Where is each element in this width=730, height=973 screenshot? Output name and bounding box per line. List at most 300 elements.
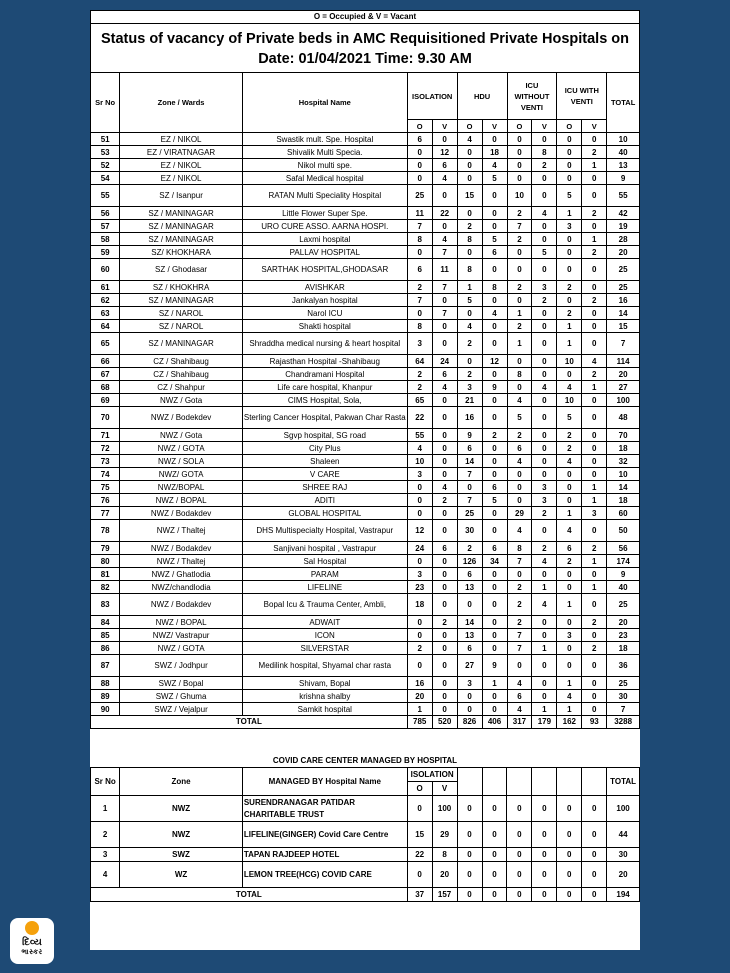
row-icuv-v: 2 <box>582 642 607 655</box>
row-sr: 56 <box>91 207 120 220</box>
ccc-row-c5: 0 <box>507 848 532 862</box>
row-hospital: SARTHAK HOSPITAL,GHODASAR <box>242 259 407 281</box>
row-hdu-v: 0 <box>482 616 507 629</box>
row-total: 16 <box>607 294 640 307</box>
row-iso-v: 0 <box>432 429 457 442</box>
row-icuv-o: 10 <box>557 355 582 368</box>
ccc-row-name: LIFELINE(GINGER) Covid Care Centre <box>242 822 407 848</box>
row-iso-o: 4 <box>407 442 432 455</box>
row-total: 20 <box>607 616 640 629</box>
row-total: 27 <box>607 381 640 394</box>
row-sr: 90 <box>91 703 120 716</box>
row-hospital: ICON <box>242 629 407 642</box>
row-sr: 55 <box>91 185 120 207</box>
row-iso-v: 4 <box>432 233 457 246</box>
row-iso-v: 0 <box>432 185 457 207</box>
total-icu-v: 179 <box>532 716 557 729</box>
ccc-col-blank <box>482 768 507 796</box>
table-row <box>91 677 640 690</box>
row-sr: 60 <box>91 259 120 281</box>
row-icuv-v: 0 <box>582 259 607 281</box>
table-row <box>91 407 640 429</box>
row-icuv-o: 1 <box>557 320 582 333</box>
table-row <box>91 642 640 655</box>
row-hdu-o: 7 <box>457 468 482 481</box>
ccc-row-c8: 0 <box>582 862 607 888</box>
ccc-row-zone: NWZ <box>120 822 243 848</box>
row-total: 14 <box>607 307 640 320</box>
row-total: 10 <box>607 133 640 146</box>
row-iso-o: 0 <box>407 494 432 507</box>
row-hdu-o: 4 <box>457 133 482 146</box>
row-icuv-o: 2 <box>557 429 582 442</box>
row-hdu-o: 21 <box>457 394 482 407</box>
ccc-row-c7: 0 <box>557 796 582 822</box>
row-icu-v: 4 <box>532 207 557 220</box>
table-row <box>91 520 640 542</box>
ccc-row-name: SURENDRANAGAR PATIDAR CHARITABLE TRUST <box>242 796 407 822</box>
row-hdu-v: 0 <box>482 581 507 594</box>
row-zone: SZ / KHOKHRA <box>120 281 243 294</box>
title-line-2: Date: 01/04/2021 Time: 9.30 AM <box>258 51 472 67</box>
row-zone: SWZ / Ghuma <box>120 690 243 703</box>
row-sr: 54 <box>91 172 120 185</box>
row-icu-o: 29 <box>507 507 532 520</box>
row-total: 70 <box>607 429 640 442</box>
row-zone: NWZ/ Vastrapur <box>120 629 243 642</box>
ccc-row-c6: 0 <box>532 848 557 862</box>
row-total: 18 <box>607 442 640 455</box>
row-icu-v: 2 <box>532 507 557 520</box>
row-iso-o: 2 <box>407 381 432 394</box>
row-hospital: SILVERSTAR <box>242 642 407 655</box>
row-hdu-v: 18 <box>482 146 507 159</box>
row-sr: 73 <box>91 455 120 468</box>
row-icu-o: 4 <box>507 455 532 468</box>
row-icuv-o: 0 <box>557 616 582 629</box>
row-zone: CZ / Shahpur <box>120 381 243 394</box>
row-icuv-v: 1 <box>582 494 607 507</box>
row-iso-v: 0 <box>432 407 457 429</box>
col-o: O <box>557 120 582 133</box>
table-row <box>91 507 640 520</box>
row-iso-o: 7 <box>407 294 432 307</box>
row-icu-o: 7 <box>507 220 532 233</box>
row-hdu-o: 16 <box>457 407 482 429</box>
row-icu-v: 0 <box>532 185 557 207</box>
row-zone: SWZ / Jodhpur <box>120 655 243 677</box>
row-iso-o: 0 <box>407 159 432 172</box>
row-hdu-o: 14 <box>457 616 482 629</box>
row-total: 23 <box>607 629 640 642</box>
row-icuv-v: 1 <box>582 159 607 172</box>
row-hdu-v: 6 <box>482 481 507 494</box>
row-hdu-v: 0 <box>482 690 507 703</box>
row-hdu-o: 0 <box>457 207 482 220</box>
row-hdu-v: 0 <box>482 294 507 307</box>
row-iso-o: 3 <box>407 468 432 481</box>
total-iso-v: 520 <box>432 716 457 729</box>
row-icu-v: 4 <box>532 594 557 616</box>
row-hdu-v: 6 <box>482 246 507 259</box>
row-iso-o: 3 <box>407 333 432 355</box>
row-sr: 80 <box>91 555 120 568</box>
row-iso-v: 0 <box>432 320 457 333</box>
row-icu-o: 0 <box>507 568 532 581</box>
ccc-row-c4: 0 <box>482 862 507 888</box>
row-icu-v: 0 <box>532 629 557 642</box>
row-icuv-v: 3 <box>582 507 607 520</box>
ccc-total-c3: 0 <box>457 888 482 902</box>
row-icuv-v: 0 <box>582 594 607 616</box>
row-zone: NWZ / Bodakdev <box>120 542 243 555</box>
row-hdu-v: 0 <box>482 642 507 655</box>
row-icu-o: 4 <box>507 703 532 716</box>
row-hdu-o: 2 <box>457 368 482 381</box>
row-icuv-v: 0 <box>582 455 607 468</box>
row-icu-v: 4 <box>532 555 557 568</box>
row-hdu-v: 0 <box>482 394 507 407</box>
row-hospital: Safal Medical hospital <box>242 172 407 185</box>
col-total: TOTAL <box>607 73 640 133</box>
row-icuv-o: 0 <box>557 172 582 185</box>
row-icu-o: 7 <box>507 629 532 642</box>
ccc-col-zone: Zone <box>120 768 243 796</box>
total-label: TOTAL <box>91 716 408 729</box>
row-hdu-o: 1 <box>457 281 482 294</box>
row-hospital: AVISHKAR <box>242 281 407 294</box>
row-icuv-o: 0 <box>557 259 582 281</box>
row-icu-v: 0 <box>532 677 557 690</box>
row-zone: EZ / NIKOL <box>120 172 243 185</box>
row-total: 13 <box>607 159 640 172</box>
row-iso-v: 24 <box>432 355 457 368</box>
row-zone: NWZ / BOPAL <box>120 616 243 629</box>
row-hdu-v: 0 <box>482 407 507 429</box>
ccc-row-c5: 0 <box>507 862 532 888</box>
row-icu-o: 2 <box>507 281 532 294</box>
row-icuv-v: 4 <box>582 355 607 368</box>
row-iso-o: 0 <box>407 246 432 259</box>
row-hospital: Rajasthan Hospital -Shahibaug <box>242 355 407 368</box>
ccc-row-c5: 0 <box>507 796 532 822</box>
hospital-rows <box>91 133 640 716</box>
row-icuv-o: 0 <box>557 146 582 159</box>
row-hdu-v: 5 <box>482 233 507 246</box>
table-row <box>91 220 640 233</box>
row-zone: SZ / MANINAGAR <box>120 220 243 233</box>
row-iso-v: 6 <box>432 159 457 172</box>
table-row <box>91 246 640 259</box>
table-row <box>91 568 640 581</box>
row-total: 7 <box>607 703 640 716</box>
row-hospital: RATAN Multi Speciality Hospital <box>242 185 407 207</box>
ccc-row-sr: 2 <box>91 822 120 848</box>
row-icuv-v: 0 <box>582 220 607 233</box>
row-icuv-o: 0 <box>557 133 582 146</box>
row-icuv-o: 2 <box>557 307 582 320</box>
ccc-row-v: 20 <box>432 862 457 888</box>
row-total: 10 <box>607 468 640 481</box>
row-iso-v: 0 <box>432 555 457 568</box>
table-row <box>91 207 640 220</box>
row-iso-v: 2 <box>432 494 457 507</box>
row-hdu-v: 0 <box>482 259 507 281</box>
row-icuv-v: 0 <box>582 629 607 642</box>
row-icu-v: 0 <box>532 429 557 442</box>
row-zone: NWZ / GOTA <box>120 642 243 655</box>
row-hospital: Bopal Icu & Trauma Center, Ambli, <box>242 594 407 616</box>
row-icu-o: 0 <box>507 146 532 159</box>
row-sr: 63 <box>91 307 120 320</box>
row-zone: SZ / MANINAGAR <box>120 333 243 355</box>
row-icu-o: 0 <box>507 655 532 677</box>
row-iso-o: 18 <box>407 594 432 616</box>
row-sr: 79 <box>91 542 120 555</box>
ccc-total-c5: 0 <box>507 888 532 902</box>
total-icuv-v: 93 <box>582 716 607 729</box>
row-icu-o: 0 <box>507 159 532 172</box>
table-row <box>91 616 640 629</box>
row-zone: NWZ/BOPAL <box>120 481 243 494</box>
ccc-row-c3: 0 <box>457 822 482 848</box>
table-row <box>91 233 640 246</box>
row-icu-v: 2 <box>532 159 557 172</box>
table-row <box>91 468 640 481</box>
table-row <box>91 455 640 468</box>
row-iso-o: 8 <box>407 320 432 333</box>
row-hdu-v: 12 <box>482 355 507 368</box>
row-icuv-o: 4 <box>557 381 582 394</box>
row-zone: NWZ / Bodakdev <box>120 594 243 616</box>
row-hospital: GLOBAL HOSPITAL <box>242 507 407 520</box>
col-hospital: Hospital Name <box>242 73 407 133</box>
row-icu-v: 0 <box>532 568 557 581</box>
row-iso-o: 23 <box>407 581 432 594</box>
row-icu-o: 6 <box>507 442 532 455</box>
row-hdu-v: 1 <box>482 677 507 690</box>
row-icu-o: 0 <box>507 246 532 259</box>
row-hdu-v: 0 <box>482 520 507 542</box>
row-hdu-o: 8 <box>457 259 482 281</box>
row-zone: SZ / NAROL <box>120 320 243 333</box>
row-icu-o: 4 <box>507 520 532 542</box>
row-hospital: Shivalik Multi Specia. <box>242 146 407 159</box>
row-sr: 53 <box>91 146 120 159</box>
row-icuv-o: 4 <box>557 520 582 542</box>
row-iso-v: 7 <box>432 307 457 320</box>
ccc-total-grand: 194 <box>607 888 640 902</box>
ccc-row-o: 0 <box>407 862 432 888</box>
row-icu-v: 1 <box>532 642 557 655</box>
row-icu-o: 0 <box>507 172 532 185</box>
ccc-row-c4: 0 <box>482 796 507 822</box>
row-total: 25 <box>607 677 640 690</box>
row-hdu-o: 14 <box>457 455 482 468</box>
col-zone: Zone / Wards <box>120 73 243 133</box>
row-hdu-o: 2 <box>457 542 482 555</box>
row-sr: 59 <box>91 246 120 259</box>
row-iso-v: 0 <box>432 594 457 616</box>
row-hdu-o: 6 <box>457 442 482 455</box>
row-iso-o: 2 <box>407 281 432 294</box>
row-iso-v: 0 <box>432 507 457 520</box>
row-hdu-v: 0 <box>482 455 507 468</box>
row-total: 42 <box>607 207 640 220</box>
row-icu-o: 4 <box>507 677 532 690</box>
row-iso-v: 0 <box>432 581 457 594</box>
row-hospital: PARAM <box>242 568 407 581</box>
row-hospital: City Plus <box>242 442 407 455</box>
ccc-row-o: 22 <box>407 848 432 862</box>
row-icu-o: 0 <box>507 381 532 394</box>
row-icu-o: 7 <box>507 642 532 655</box>
row-total: 60 <box>607 507 640 520</box>
row-hdu-v: 0 <box>482 568 507 581</box>
row-hdu-o: 2 <box>457 220 482 233</box>
row-sr: 87 <box>91 655 120 677</box>
row-icuv-v: 2 <box>582 246 607 259</box>
row-icuv-o: 2 <box>557 555 582 568</box>
row-hospital: Chandramani Hospital <box>242 368 407 381</box>
row-hospital: PALLAV HOSPITAL <box>242 246 407 259</box>
row-hdu-o: 0 <box>457 159 482 172</box>
row-hdu-o: 13 <box>457 581 482 594</box>
ccc-total-c8: 0 <box>582 888 607 902</box>
row-sr: 81 <box>91 568 120 581</box>
row-sr: 82 <box>91 581 120 594</box>
col-icu-with-venti: ICU WITH VENTI <box>557 73 607 120</box>
row-iso-o: 0 <box>407 655 432 677</box>
row-icuv-o: 1 <box>557 507 582 520</box>
row-icuv-o: 2 <box>557 442 582 455</box>
row-iso-v: 0 <box>432 655 457 677</box>
row-sr: 62 <box>91 294 120 307</box>
col-icu-without-venti: ICU WITHOUT VENTI <box>507 73 557 120</box>
row-iso-o: 0 <box>407 507 432 520</box>
row-icu-v: 0 <box>532 172 557 185</box>
row-zone: NWZ / BOPAL <box>120 494 243 507</box>
ccc-row-zone: SWZ <box>120 848 243 862</box>
row-zone: EZ / NIKOL <box>120 159 243 172</box>
row-icu-v: 0 <box>532 320 557 333</box>
row-sr: 77 <box>91 507 120 520</box>
ccc-row-c8: 0 <box>582 848 607 862</box>
row-hdu-v: 5 <box>482 172 507 185</box>
row-icu-o: 2 <box>507 233 532 246</box>
row-hdu-o: 0 <box>457 594 482 616</box>
col-o: O <box>457 120 482 133</box>
row-icu-v: 0 <box>532 233 557 246</box>
row-icu-o: 2 <box>507 320 532 333</box>
report-sheet <box>90 10 640 950</box>
row-total: 14 <box>607 481 640 494</box>
row-iso-o: 22 <box>407 407 432 429</box>
row-hdu-v: 0 <box>482 185 507 207</box>
table-row <box>91 320 640 333</box>
row-icuv-v: 1 <box>582 555 607 568</box>
col-v: V <box>482 120 507 133</box>
row-icu-o: 2 <box>507 594 532 616</box>
row-zone: EZ / VIRATNAGAR <box>120 146 243 159</box>
row-total: 174 <box>607 555 640 568</box>
table-row <box>91 294 640 307</box>
row-hdu-o: 5 <box>457 294 482 307</box>
ccc-col-managed: MANAGED BY Hospital Name <box>242 768 407 796</box>
row-icu-o: 2 <box>507 616 532 629</box>
col-v: V <box>432 120 457 133</box>
row-zone: NWZ / Thaltej <box>120 520 243 542</box>
row-icu-v: 0 <box>532 442 557 455</box>
row-iso-o: 11 <box>407 207 432 220</box>
row-zone: SZ / MANINAGAR <box>120 233 243 246</box>
ccc-row-v: 100 <box>432 796 457 822</box>
row-zone: NWZ / Thaltej <box>120 555 243 568</box>
table-row <box>91 355 640 368</box>
row-hdu-v: 0 <box>482 507 507 520</box>
row-total: 9 <box>607 568 640 581</box>
row-icu-o: 0 <box>507 294 532 307</box>
row-hospital: SHREE RAJ <box>242 481 407 494</box>
ccc-row-c7: 0 <box>557 822 582 848</box>
row-iso-o: 20 <box>407 690 432 703</box>
row-sr: 85 <box>91 629 120 642</box>
row-sr: 64 <box>91 320 120 333</box>
row-icuv-o: 5 <box>557 407 582 429</box>
row-icuv-v: 2 <box>582 294 607 307</box>
row-hospital: Narol ICU <box>242 307 407 320</box>
table-row <box>91 542 640 555</box>
row-sr: 52 <box>91 159 120 172</box>
row-zone: EZ / NIKOL <box>120 133 243 146</box>
row-sr: 76 <box>91 494 120 507</box>
row-icuv-v: 0 <box>582 307 607 320</box>
table-row <box>91 862 640 888</box>
ccc-row-c3: 0 <box>457 862 482 888</box>
table-row <box>91 281 640 294</box>
row-icu-o: 2 <box>507 581 532 594</box>
ccc-col-sr: Sr No <box>91 768 120 796</box>
row-iso-v: 0 <box>432 520 457 542</box>
row-iso-v: 6 <box>432 542 457 555</box>
row-icu-v: 0 <box>532 333 557 355</box>
row-hospital: Little Flower Super Spe. <box>242 207 407 220</box>
row-icuv-v: 0 <box>582 185 607 207</box>
row-hdu-o: 25 <box>457 507 482 520</box>
row-icuv-o: 4 <box>557 690 582 703</box>
row-total: 55 <box>607 185 640 207</box>
row-icu-o: 0 <box>507 494 532 507</box>
row-icuv-v: 1 <box>582 233 607 246</box>
row-hdu-o: 9 <box>457 429 482 442</box>
row-hdu-o: 2 <box>457 333 482 355</box>
row-total: 9 <box>607 172 640 185</box>
row-iso-o: 6 <box>407 133 432 146</box>
row-icu-v: 0 <box>532 355 557 368</box>
ccc-row-c8: 0 <box>582 822 607 848</box>
row-iso-o: 0 <box>407 307 432 320</box>
row-icu-o: 1 <box>507 307 532 320</box>
ccc-row-sr: 3 <box>91 848 120 862</box>
row-iso-o: 65 <box>407 394 432 407</box>
row-hdu-v: 6 <box>482 542 507 555</box>
row-icu-v: 3 <box>532 481 557 494</box>
ccc-row-o: 0 <box>407 796 432 822</box>
table-row <box>91 185 640 207</box>
row-hdu-o: 0 <box>457 307 482 320</box>
ccc-row-total: 30 <box>607 848 640 862</box>
row-iso-o: 0 <box>407 555 432 568</box>
